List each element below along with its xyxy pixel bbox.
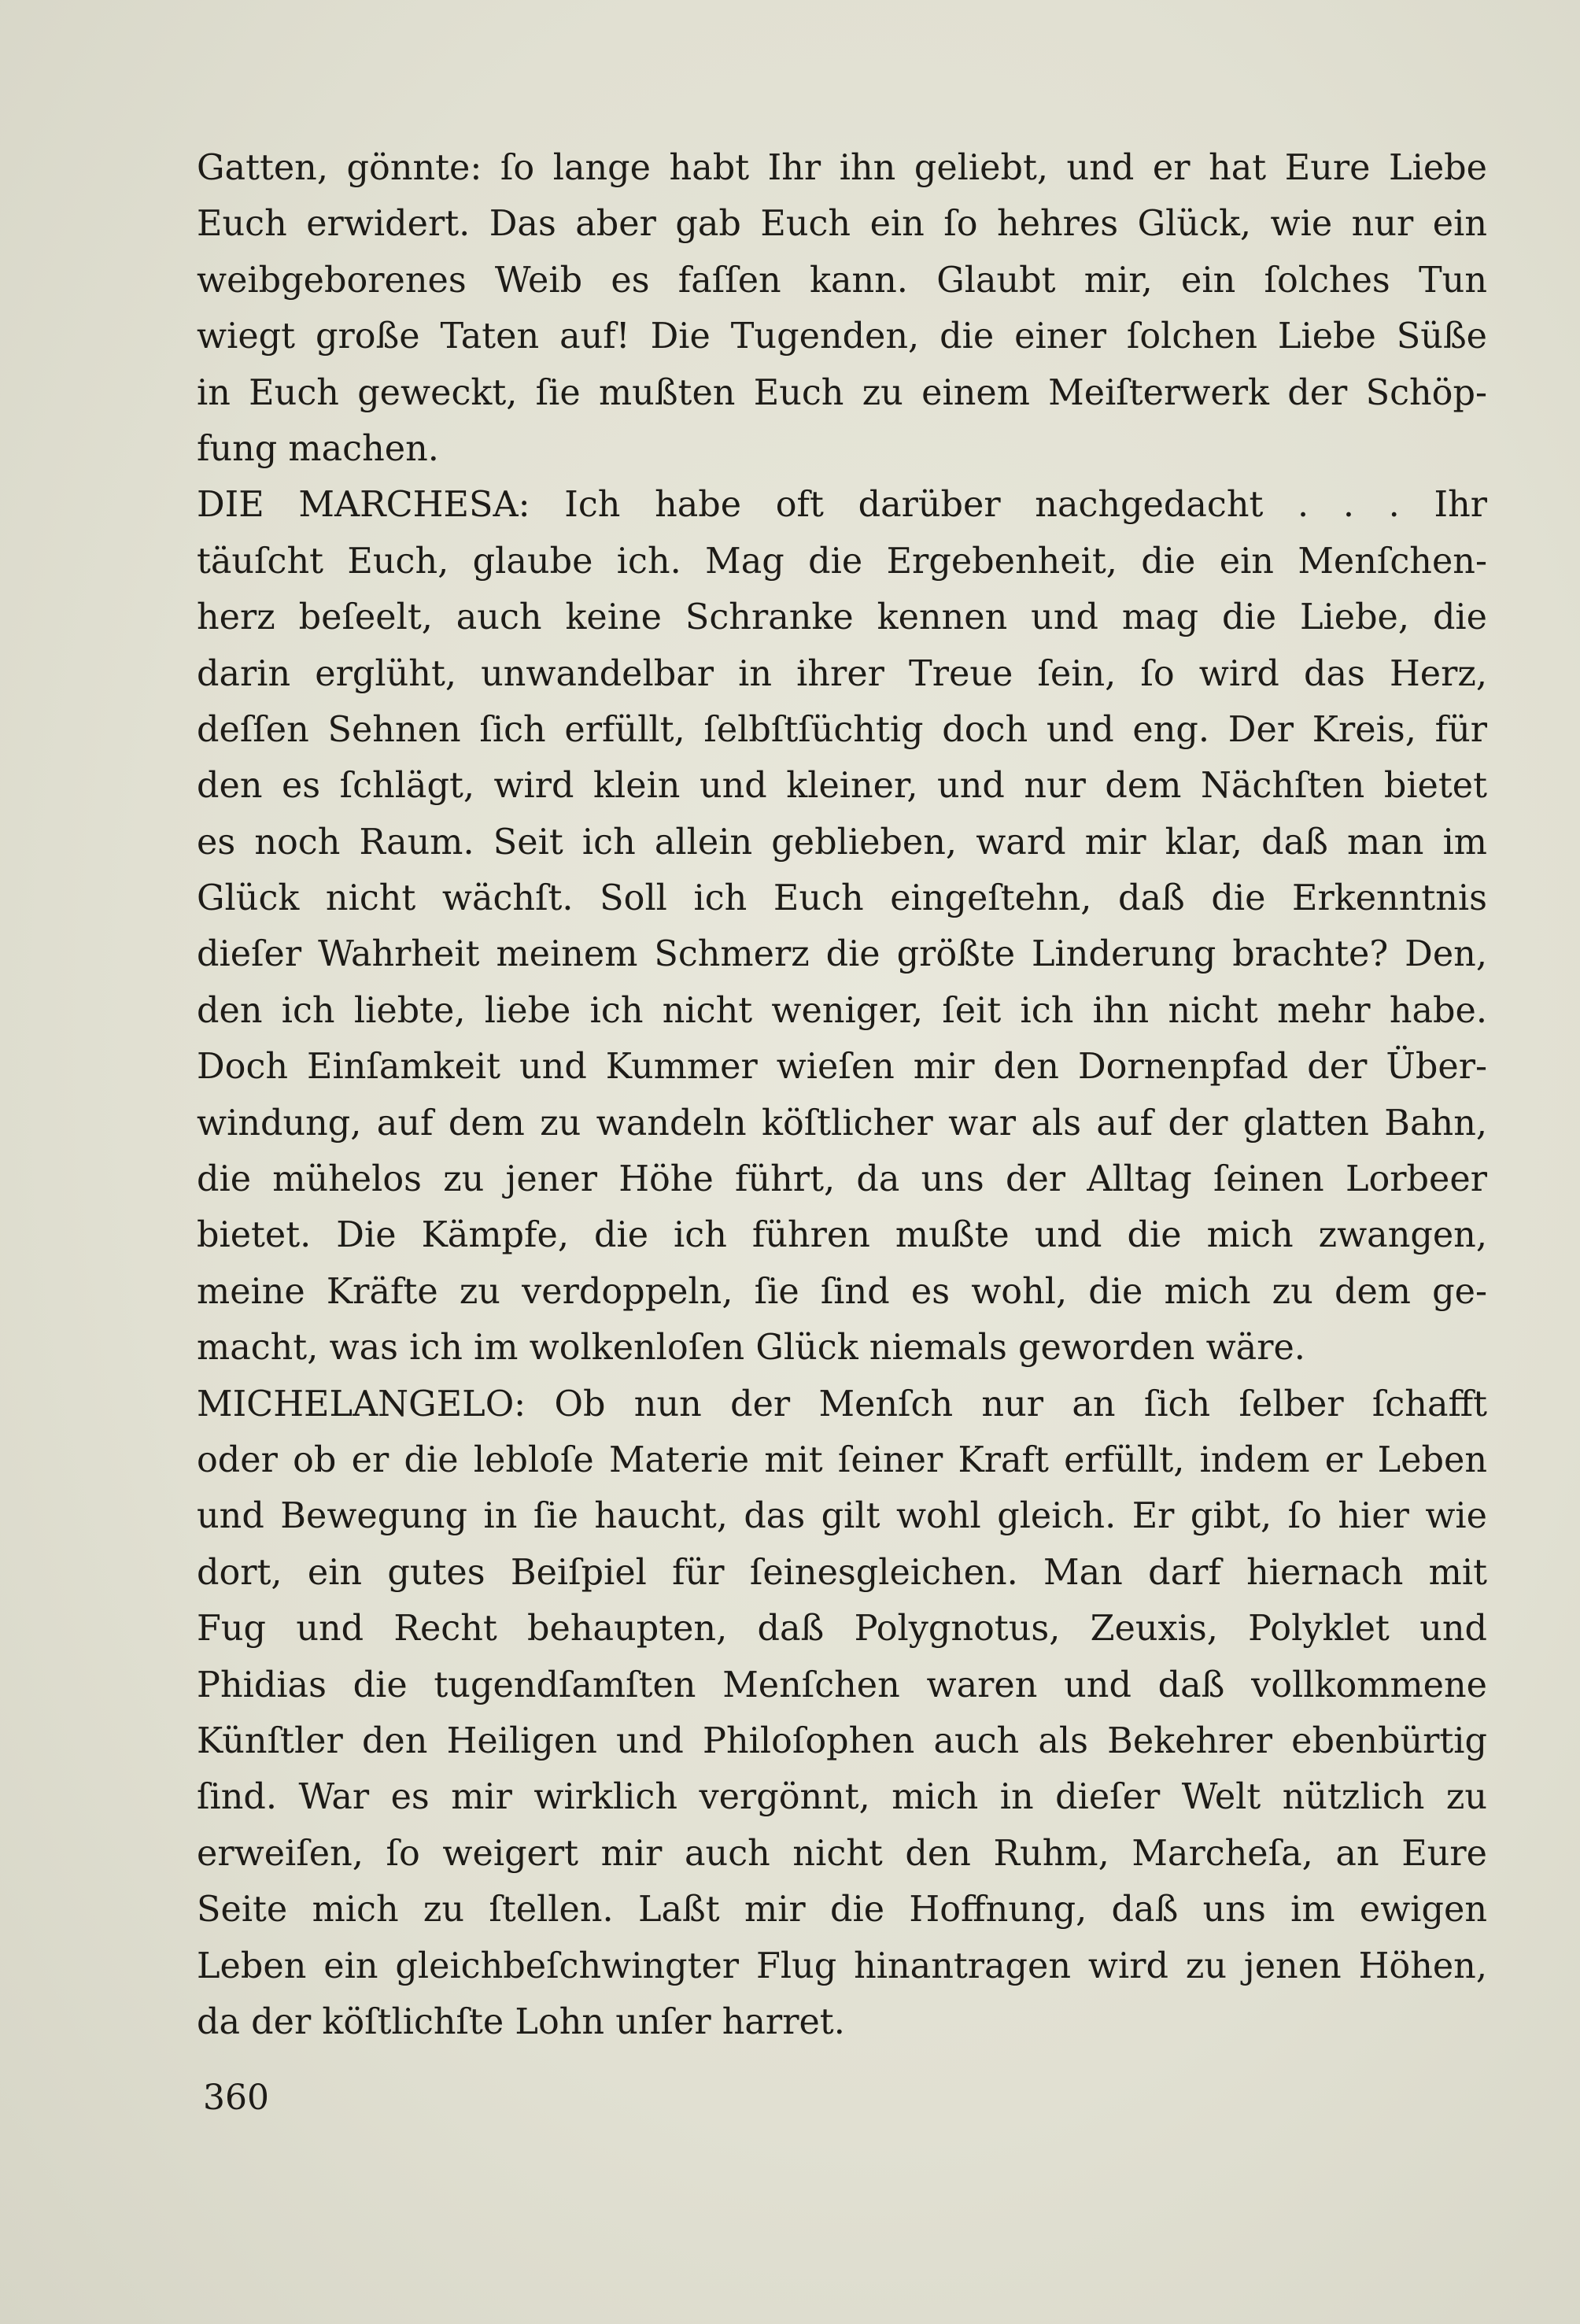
text-line: oder ob er die lebloſe Materie mit ſeiner Kraft erfüllt, indem er Leben [197,1439,1487,1480]
speaker-line-michelangelo: MICHELANGELO: Ob nun der Menſch nur an ſich ſelber ſchafft [197,1384,1487,1424]
text-line: windung, auf dem zu wandeln köſtlicher war als auf der glatten Bahn, [197,1103,1487,1144]
text-line: Leben ein gleichbeſchwingter Flug hinantragen wird zu jenen Höhen, [197,1945,1487,1986]
text-line: den es ſchlägt, wird klein und kleiner, und nur dem Nächſten bietet [197,766,1487,807]
text-line: Seite mich zu ſtellen. Laßt mir die Hoffnung, daß uns im ewigen [197,1890,1487,1931]
text-line: fung machen. [197,428,439,469]
text-line: da der köſtlichſte Lohn unſer harret. [197,2001,845,2042]
speaker-line-marchesa: DIE MARCHESA: Ich habe oft darüber nachgedacht . . . Ihr [197,485,1487,526]
text-line: macht, was ich im wolkenloſen Glück niemals geworden wäre. [197,1328,1305,1369]
text-line: täuſcht Euch, glaube ich. Mag die Ergebenheit, die ein Menſchen- [197,541,1487,582]
text-line: die mühelos zu jener Höhe führt, da uns der Alltag ſeinen Lorbeer [197,1159,1487,1200]
text-line: erweiſen, ſo weigert mir auch nicht den Ruhm, Marcheſa, an Eure [197,1833,1487,1874]
text-line: Glück nicht wächſt. Soll ich Euch eingeſtehn, daß die Erkenntnis [197,878,1487,919]
text-line: den ich liebte, liebe ich nicht weniger, ſeit ich ihn nicht mehr habe. [197,990,1487,1031]
body-text [197,140,1487,2050]
text-line: in Euch geweckt, ſie mußten Euch zu einem Meiſterwerk der Schöp- [197,372,1487,413]
text-line: Gatten, gönnte: ſo lange habt Ihr ihn geliebt, und er hat Eure Liebe [197,148,1487,188]
text-line: ſind. War es mir wirklich vergönnt, mich in dieſer Welt nützlich zu [197,1777,1487,1818]
text-line: meine Kräfte zu verdoppeln, ſie ſind es wohl, die mich zu dem ge- [197,1271,1487,1312]
text-line: Euch erwidert. Das aber gab Euch ein ſo hehres Glück, wie nur ein [197,204,1487,245]
text-line: deſſen Sehnen ſich erfüllt, ſelbſtſüchtig doch und eng. Der Kreis, für [197,709,1487,750]
text-line: es noch Raum. Seit ich allein geblieben, ward mir klar, daß man im [197,822,1487,863]
text-line: dort, ein gutes Beiſpiel für ſeinesgleichen. Man darf hiernach mit [197,1552,1487,1593]
text-line: bietet. Die Kämpfe, die ich führen mußte und die mich zwangen, [197,1215,1487,1256]
text-line: herz beſeelt, auch keine Schranke kennen und mag die Liebe, die [197,597,1487,638]
text-line: Doch Einſamkeit und Kummer wieſen mir den Dornenpfad der Über- [197,1047,1487,1088]
text-line: wiegt große Taten auf! Die Tugenden, die einer ſolchen Liebe Süße [197,316,1487,357]
text-line: darin erglüht, unwandelbar in ihrer Treue ſein, ſo wird das Herz, [197,653,1487,694]
text-line: Phidias die tugendſamſten Menſchen waren und daß vollkommene [197,1664,1487,1705]
page-number: 360 [203,2078,269,2118]
text-line: und Bewegung in ſie haucht, das gilt wohl gleich. Er gibt, ſo hier wie [197,1496,1487,1537]
text-line: dieſer Wahrheit meinem Schmerz die größte Linderung brachte? Den, [197,934,1487,975]
text-line: weibgeborenes Weib es faſſen kann. Glaubt mir, ein ſolches Tun [197,260,1487,301]
text-line: Fug und Recht behaupten, daß Polygnotus, Zeuxis, Polyklet und [197,1609,1487,1650]
text-line: Künſtler den Heiligen und Philoſophen auch als Bekehrer ebenbürtig [197,1720,1487,1761]
